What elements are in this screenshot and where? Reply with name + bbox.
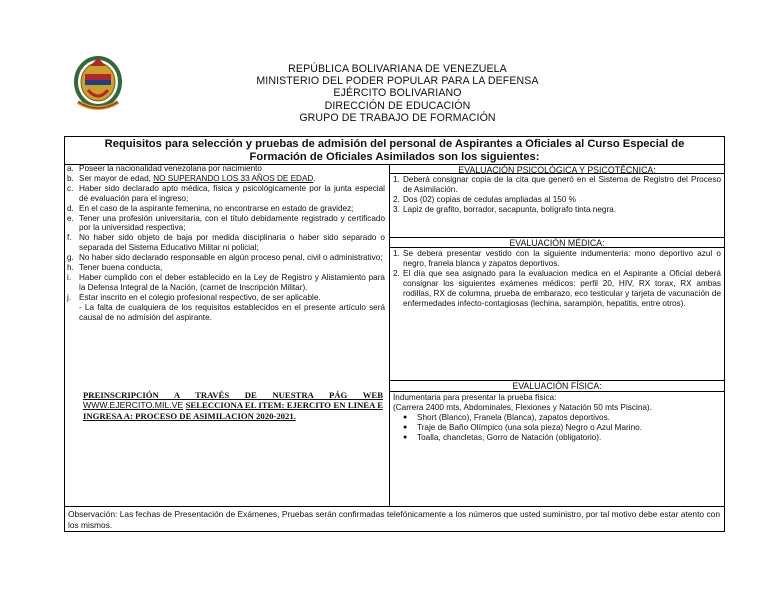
header-line: DIRECCIÓN DE EDUCACIÓN <box>324 99 471 112</box>
table-title <box>65 137 724 164</box>
list-item: d. En el caso de la aspirante femenina, no encontrarse en estado de gravidez; <box>67 203 354 213</box>
list-item: ● Toalla, chancletas, Gorro de Natación (obligatorio). <box>403 433 602 442</box>
list-item: ● Short (Blanco), Franela (Blanca), zapatos deportivos. <box>403 413 610 422</box>
list-item: j. Estar inscrito en el colegio profesional respectivo, de ser aplicable. <box>67 292 321 302</box>
list-item: e. Tener una profesión universitaria, con el título debidamente registrado y certificado por la universidad respectiva; <box>67 213 385 233</box>
list-item: ● Traje de Baño Olímpico (una sola pieza) Negro o Azul Marino. <box>403 423 642 432</box>
psych-list <box>393 175 721 215</box>
list-item: i. Haber cumplido con el deber establecido en la Ley de Registro y Alistamiento para la Defensa Integral de la Nación, (carnet de Inscripción Militar). <box>67 272 385 292</box>
column-divider <box>389 164 390 506</box>
disqualification-note: - La falta de cualquiera de los requisitos establecidos en el presente artículo será causal de no admisión del aspirante. <box>79 302 385 322</box>
physical-intro: Indumentaria para presentar la prueba física: <box>393 393 557 402</box>
requirements-table <box>64 136 725 532</box>
website-link[interactable]: WWW.EJERCITO.MIL.VE <box>83 400 184 411</box>
bullet-icon: ● <box>403 414 408 421</box>
bullet-icon: ● <box>403 434 408 441</box>
list-item: b. Ser mayor de edad, NO SUPERANDO LOS 33 AÑOS DE EDAD. <box>67 173 316 183</box>
list-item: 1. Deberá consignar copia de la cita que generó en el Sistema de Registro del Proceso de Asimilación. <box>393 175 721 194</box>
title-line-2: Formación de Oficiales Asimilados son los siguientes: <box>249 150 540 163</box>
list-item: 1. Se debera presentar vestido con la siguiente indumenteria: mono deportivo azul o negro, franela blanca y zapatos deportivos. <box>393 249 721 268</box>
header-line: EJÉRCITO BOLIVARIANO <box>333 87 462 100</box>
medical-heading: EVALUACIÓN MÉDICA: <box>509 238 605 248</box>
list-item: h. Tener buena conducta, <box>67 263 163 273</box>
header-line: MINISTERIO DEL PODER POPULAR PARA LA DEFENSA <box>256 75 539 88</box>
physical-tests: (Carrera 2400 mts, Abdominales, Flexiones y Natación 50 mts Piscina). <box>393 403 652 412</box>
list-item: 3. Lapiz de grafito, borrador, sacapunta, bolígrafo tinta negra. <box>393 205 617 214</box>
divider <box>65 506 724 507</box>
psych-heading: EVALUACIÓN PSICOLÓGICA Y PSICOTÉCNICA: <box>458 165 656 175</box>
title-line-1: Requisitos para selección y pruebas de admisión del personal de Aspirantes a Oficiales al Curso Especial de <box>104 138 685 150</box>
list-item: f. No haber sido objeto de baja por medida disciplinaria o haber sido separado o separada del Sistema Educativo Militar ni policial; <box>67 233 385 253</box>
list-item: g. No haber sido declarado responsable en algún proceso penal, civil o administrativo; <box>67 253 383 263</box>
list-item: 2. Dos (02) copias de cedulas ampliadas al 150 % <box>393 195 576 204</box>
list-item: 2. El día que sea asignado para la evaluacion medica en el Aspirante a Oficial deberá consignar los siguientes exámenes médicos: perfil 20, HIV, RX torax, RX ambas rodillas, RX de columna, prueba de embarazo, eco testicular y tarjeta de vacunación de enfermedades infecto-contagiosas (lechina, sarampión, hepatitis, entre otros). <box>393 269 721 308</box>
bullet-icon: ● <box>403 424 408 431</box>
requirements-list <box>67 164 385 323</box>
physical-section <box>393 393 721 443</box>
observation-note: Observación: Las fechas de Presentación de Exámenes, Pruebas serán confirmadas telefónicamente a los números que usted suministro, por tal motivo debe estar atento con los mismos. <box>68 509 720 530</box>
header-line: GRUPO DE TRABAJO DE FORMACIÓN <box>299 111 496 124</box>
medical-list <box>393 249 721 309</box>
physical-heading: EVALUACIÓN FÍSICA: <box>512 381 602 391</box>
preinscription-notice: PREINSCRIPCIÓN A TRAVÉS DE NUESTRA PÁG WEB WWW.EJERCITO.MIL.VE SELECCIONA EL ITEM: EJERCITO EN LINEA E INGRESA A: PROCESO DE ASIMILACION 2020-2021. <box>83 390 384 421</box>
list-item: a. Poseer la nacionalidad venezolana por nacimiento <box>67 164 262 173</box>
age-limit: NO SUPERANDO LOS 33 AÑOS DE EDAD <box>153 173 314 183</box>
divider <box>389 391 724 392</box>
list-item: c. Haber sido declarado apto médica, física y psicológicamente por la junta especial de evaluación para el ingreso; <box>67 183 385 203</box>
army-emblem-icon <box>70 52 126 116</box>
header-line: REPÚBLICA BOLIVARIANA DE VENEZUELA <box>288 63 507 75</box>
document-header <box>200 63 595 124</box>
